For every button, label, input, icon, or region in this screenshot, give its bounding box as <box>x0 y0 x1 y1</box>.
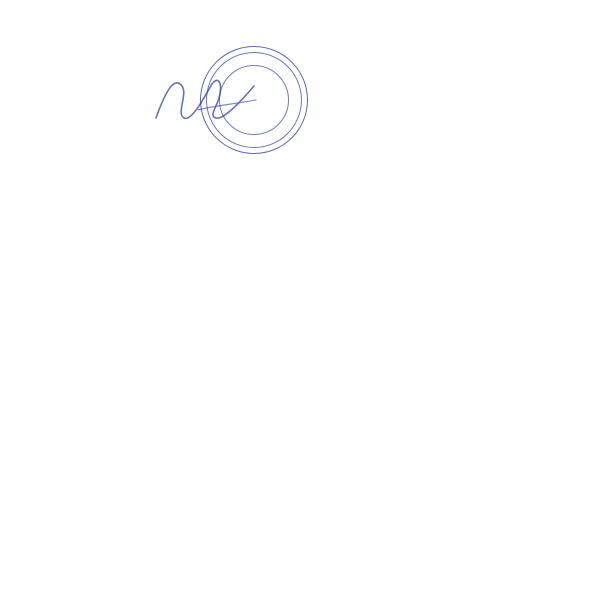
place-date-row <box>34 40 566 41</box>
date-block <box>343 40 566 41</box>
signatory-row <box>34 87 566 88</box>
handwritten-signature <box>150 70 270 130</box>
place-block <box>34 40 279 41</box>
signature-area <box>34 40 566 160</box>
name-block <box>321 87 566 88</box>
